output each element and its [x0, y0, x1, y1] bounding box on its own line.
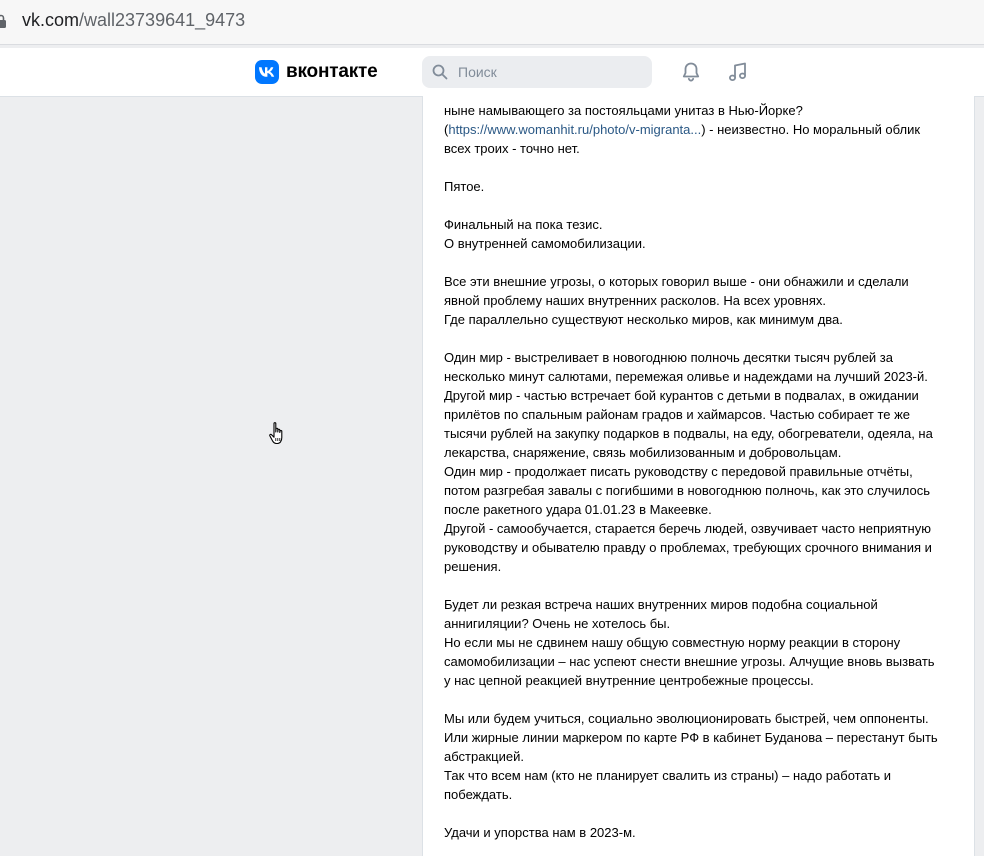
post-line: Финальный на пока тезис. [444, 217, 603, 232]
vk-header [0, 48, 984, 97]
post-text [444, 101, 964, 842]
post-line: Или жирные линии маркером по карте РФ в кабинет Буданова – перестанут быть [444, 730, 938, 745]
post-line: Другой мир - частью встречает бой курантов с детьми в подвалах, в ожидании [444, 388, 919, 403]
url-path: /wall23739641_9473 [79, 10, 246, 30]
post-line: ныне намывающего за постояльцами унитаз в Нью-Йорке? [444, 103, 803, 118]
lock-icon [0, 14, 6, 28]
post-line: О внутренней самомобилизации. [444, 236, 646, 251]
post-line: самомобилизации – нас успеют снести внешние угрозы. Алчущие вновь вызвать [444, 654, 935, 669]
hand-cursor-icon [268, 421, 288, 447]
post-line: несколько минут салютами, перемежая оливье и надеждами на лучший 2023-й. [444, 369, 928, 384]
post-line: у нас цепной реакцией внутренние центробежные процессы. [444, 673, 814, 688]
post-line-prefix: ( [444, 122, 449, 137]
post-line: Другой - самообучается, старается беречь людей, озвучивает часто неприятную [444, 521, 931, 536]
post-line-suffix: ) - неизвестно. Но моральный облик [701, 122, 921, 137]
post-line: после ракетного удара 01.01.23 в Макеевке. [444, 502, 712, 517]
post-line: явной проблему наших внутренних расколов. На всех уровнях. [444, 293, 826, 308]
post-line: всех троих - точно нет. [444, 141, 580, 156]
search-box[interactable] [422, 56, 652, 88]
vk-logo[interactable] [255, 60, 377, 84]
vk-logo-icon [255, 60, 279, 84]
post-line: Так что всем нам (кто не планирует свалить из страны) – надо работать и [444, 768, 892, 783]
browser-address-bar [0, 0, 984, 45]
post-line: абстракцией. [444, 749, 524, 764]
post-line [444, 576, 964, 595]
post-line: тысячи рублей на закупку подарков в подвалы, на еду, обогреватели, одеяла, на [444, 426, 933, 441]
post-line: лекарства, снаряжение, связь мобилизованным и добровольцам. [444, 445, 842, 460]
post-line [444, 253, 964, 272]
post-line: Один мир - выстреливает в новогоднюю полночь десятки тысяч рублей за [444, 350, 893, 365]
post-line: Один мир - продолжает писать руководству с передовой правильные отчёты, [444, 464, 913, 479]
post-line: руководству и обывателю правду о проблемах, требующих срочного внимания и [444, 540, 932, 555]
post-line: Но если мы не сдвинем нашу общую совместную норму реакции в сторону [444, 635, 901, 650]
url-field[interactable] [22, 10, 245, 31]
post-card [422, 96, 975, 856]
post-line: Все эти внешние угрозы, о которых говорил выше - они обнажили и сделали [444, 274, 909, 289]
post-line [444, 690, 964, 709]
search-icon [432, 64, 448, 80]
post-line [444, 804, 964, 823]
post-external-link[interactable]: https://www.womanhit.ru/photo/v-migranta... [448, 122, 702, 137]
post-line: решения. [444, 559, 502, 574]
post-line: побеждать. [444, 787, 513, 802]
post-line [444, 329, 964, 348]
post-line: потом разгребая завалы с погибшими в новогоднюю полночь, как это случилось [444, 483, 930, 498]
search-input[interactable] [456, 63, 640, 81]
post-line [444, 158, 964, 177]
post-line: Удачи и упорства нам в 2023-м. [444, 825, 636, 840]
vk-logo-text: вконтакте [286, 61, 378, 82]
url-host: vk.com [22, 10, 80, 30]
post-line: Пятое. [444, 179, 485, 194]
post-line: прилётов по спальным районам градов и хаймарсов. Частью собирает те же [444, 407, 911, 422]
post-line [444, 196, 964, 215]
post-line [444, 120, 964, 139]
post-line: Мы или будем учиться, социально эволюционировать быстрей, чем оппоненты. [444, 711, 929, 726]
post-line: Где параллельно существуют несколько миров, как минимум два. [444, 312, 843, 327]
bell-icon[interactable] [679, 60, 703, 84]
post-line: аннигиляции? Очень не хотелось бы. [444, 616, 671, 631]
music-icon[interactable] [726, 60, 750, 84]
post-line: Будет ли резкая встреча наших внутренних миров подобна социальной [444, 597, 878, 612]
